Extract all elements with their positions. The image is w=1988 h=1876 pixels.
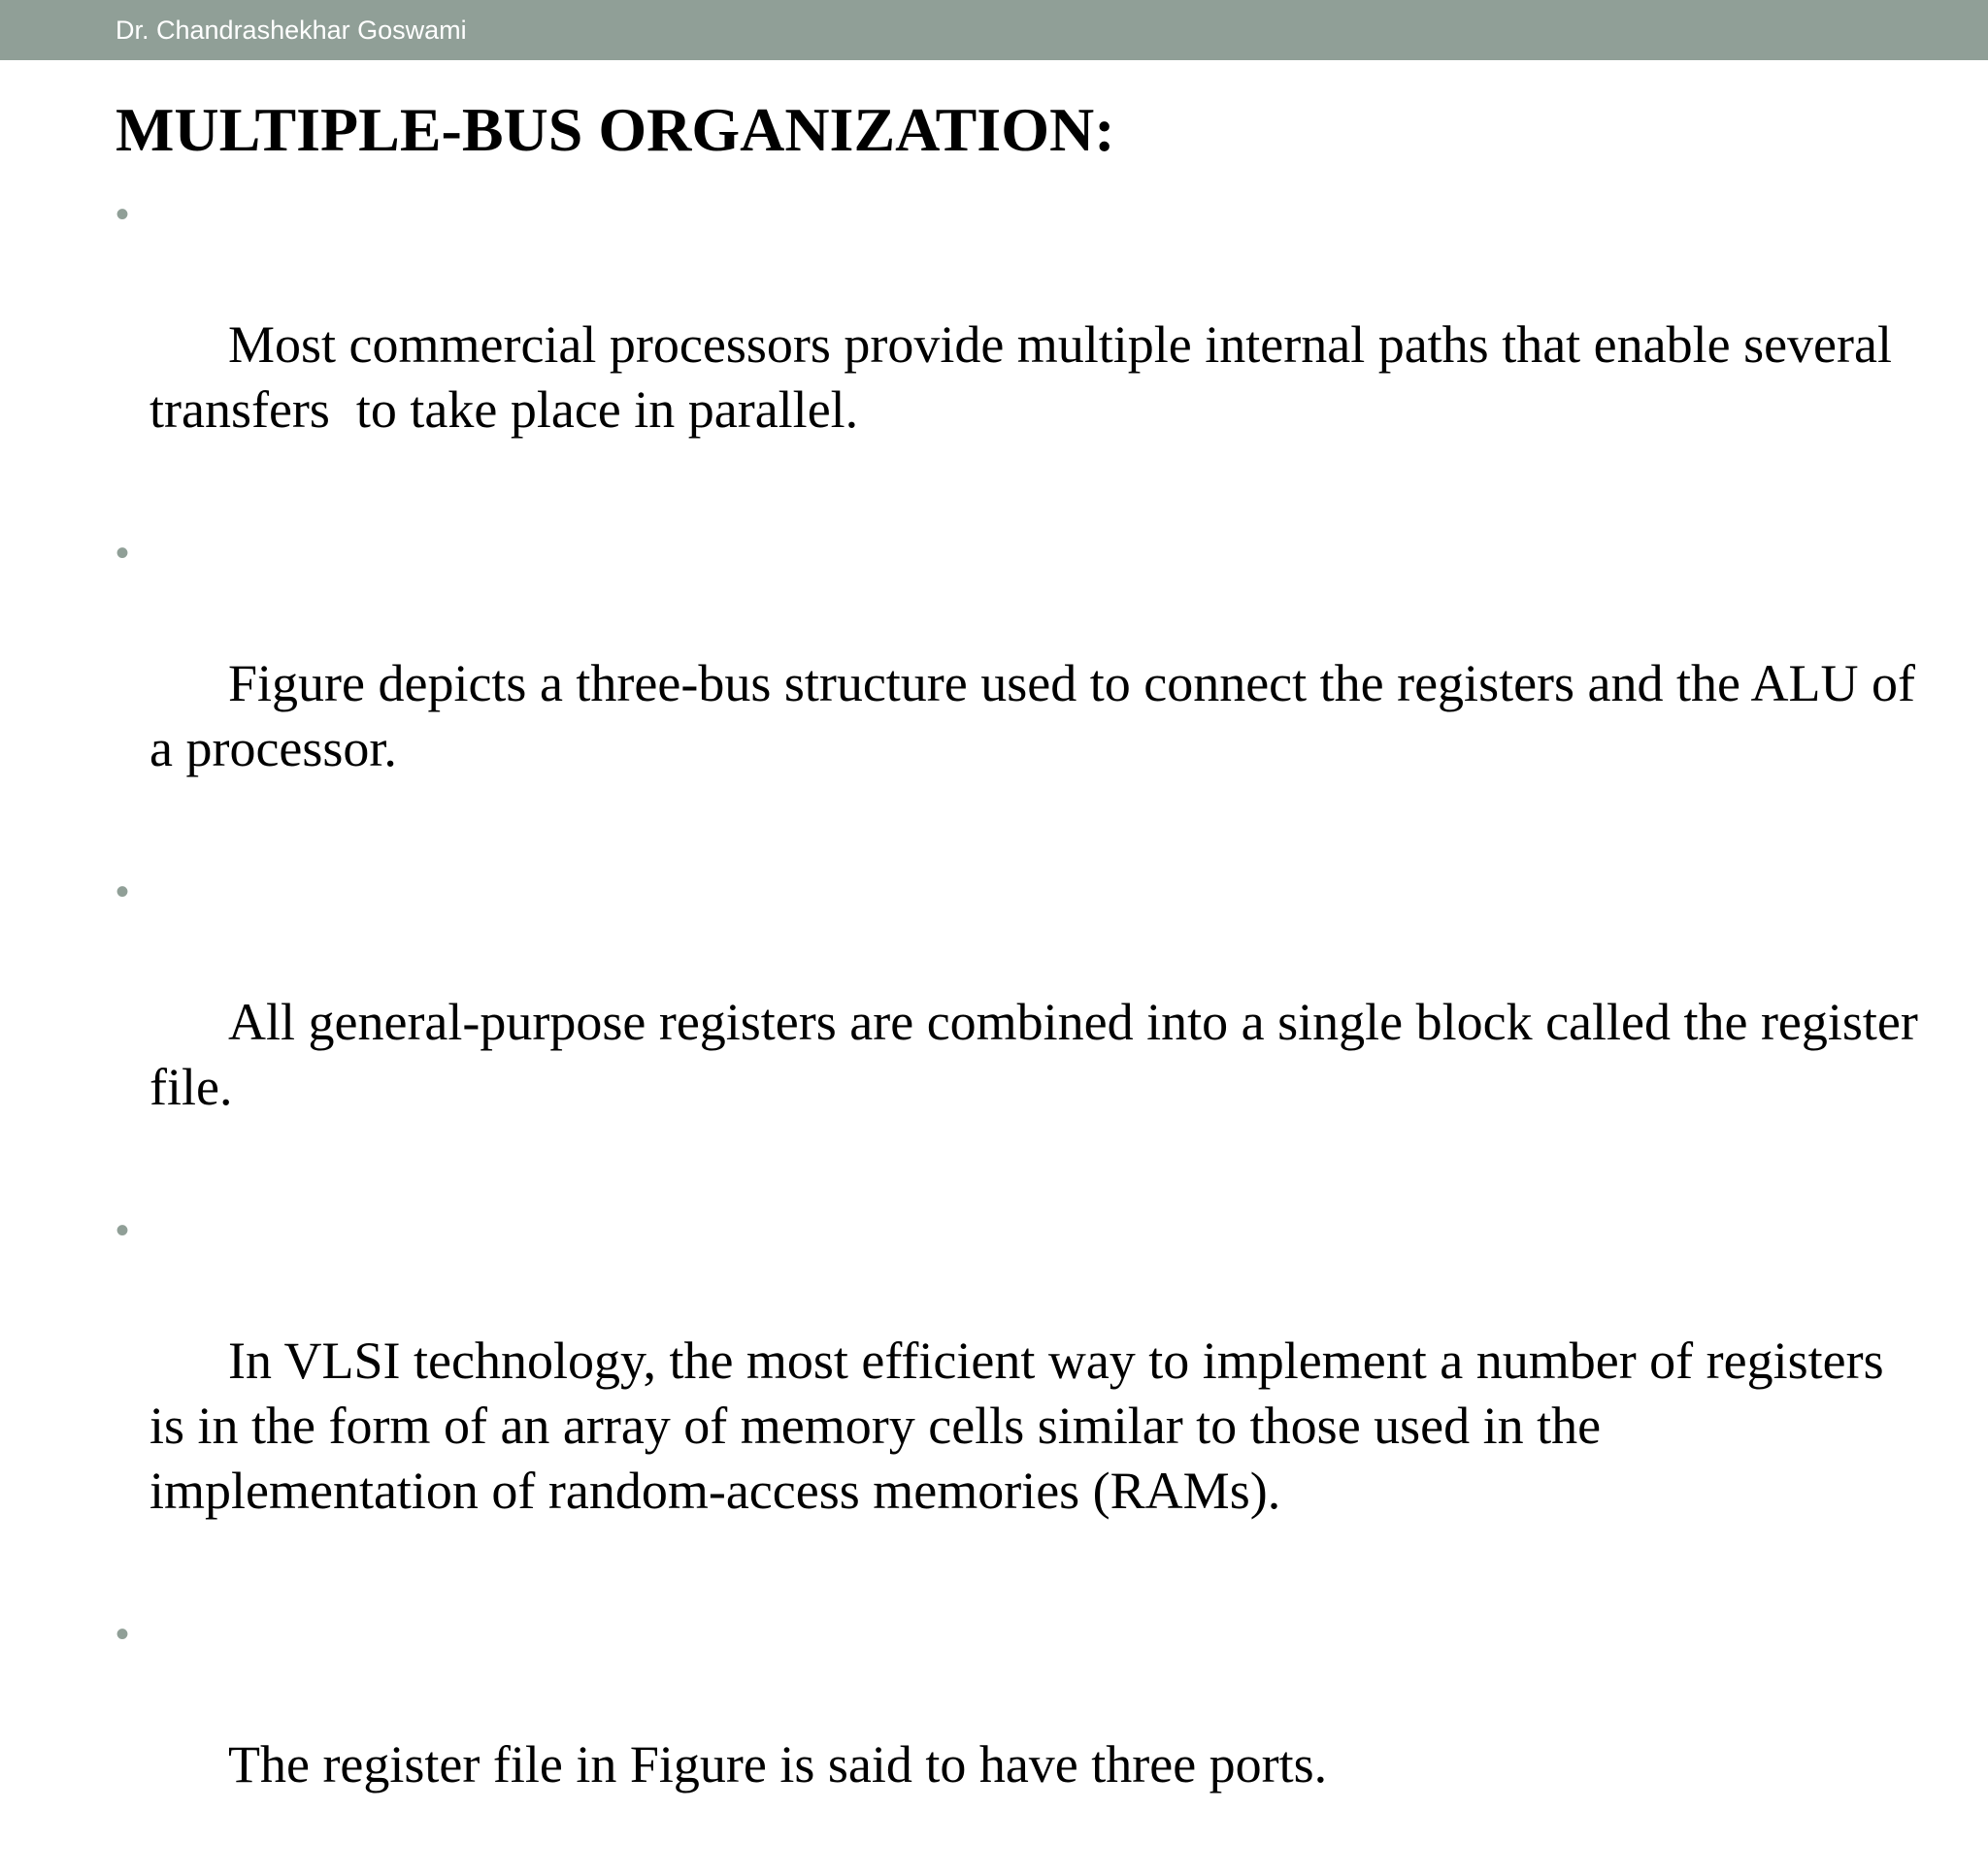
bullet-item bbox=[116, 860, 1932, 1185]
bullet-marker-icon: • bbox=[116, 1613, 130, 1656]
bullet-text: Most commercial processors provide multiple internal paths that enable several transfers to take place in parallel. bbox=[149, 315, 1905, 439]
author-name: Dr. Chandrashekhar Goswami bbox=[116, 16, 467, 45]
bullet-list bbox=[116, 182, 1932, 1876]
bullet-item bbox=[116, 182, 1921, 508]
bullet-item bbox=[116, 1602, 1921, 1862]
bullet-marker-icon: • bbox=[116, 871, 130, 913]
bullet-marker-icon: • bbox=[116, 1209, 130, 1252]
bullet-text: The register file in Figure is said to have three ports. bbox=[228, 1735, 1328, 1794]
bullet-item bbox=[116, 521, 1929, 846]
bullet-text: In VLSI technology, the most efficient way to implement a number of registers is in the form of an array of memory cells similar to those used in the implementation of random-access memories (RAMs). bbox=[149, 1332, 1898, 1520]
slide-title: MULTIPLE-BUS ORGANIZATION: bbox=[116, 95, 1115, 164]
bullet-text: Figure depicts a three-bus structure used to connect the registers and the ALU of a processor. bbox=[149, 654, 1929, 777]
bullet-marker-icon: • bbox=[116, 532, 130, 575]
header-bar bbox=[0, 0, 1988, 60]
bullet-text: All general-purpose registers are combined into a single block called the register file. bbox=[149, 993, 1932, 1116]
bullet-marker-icon: • bbox=[116, 193, 130, 236]
bullet-item bbox=[116, 1199, 1921, 1589]
